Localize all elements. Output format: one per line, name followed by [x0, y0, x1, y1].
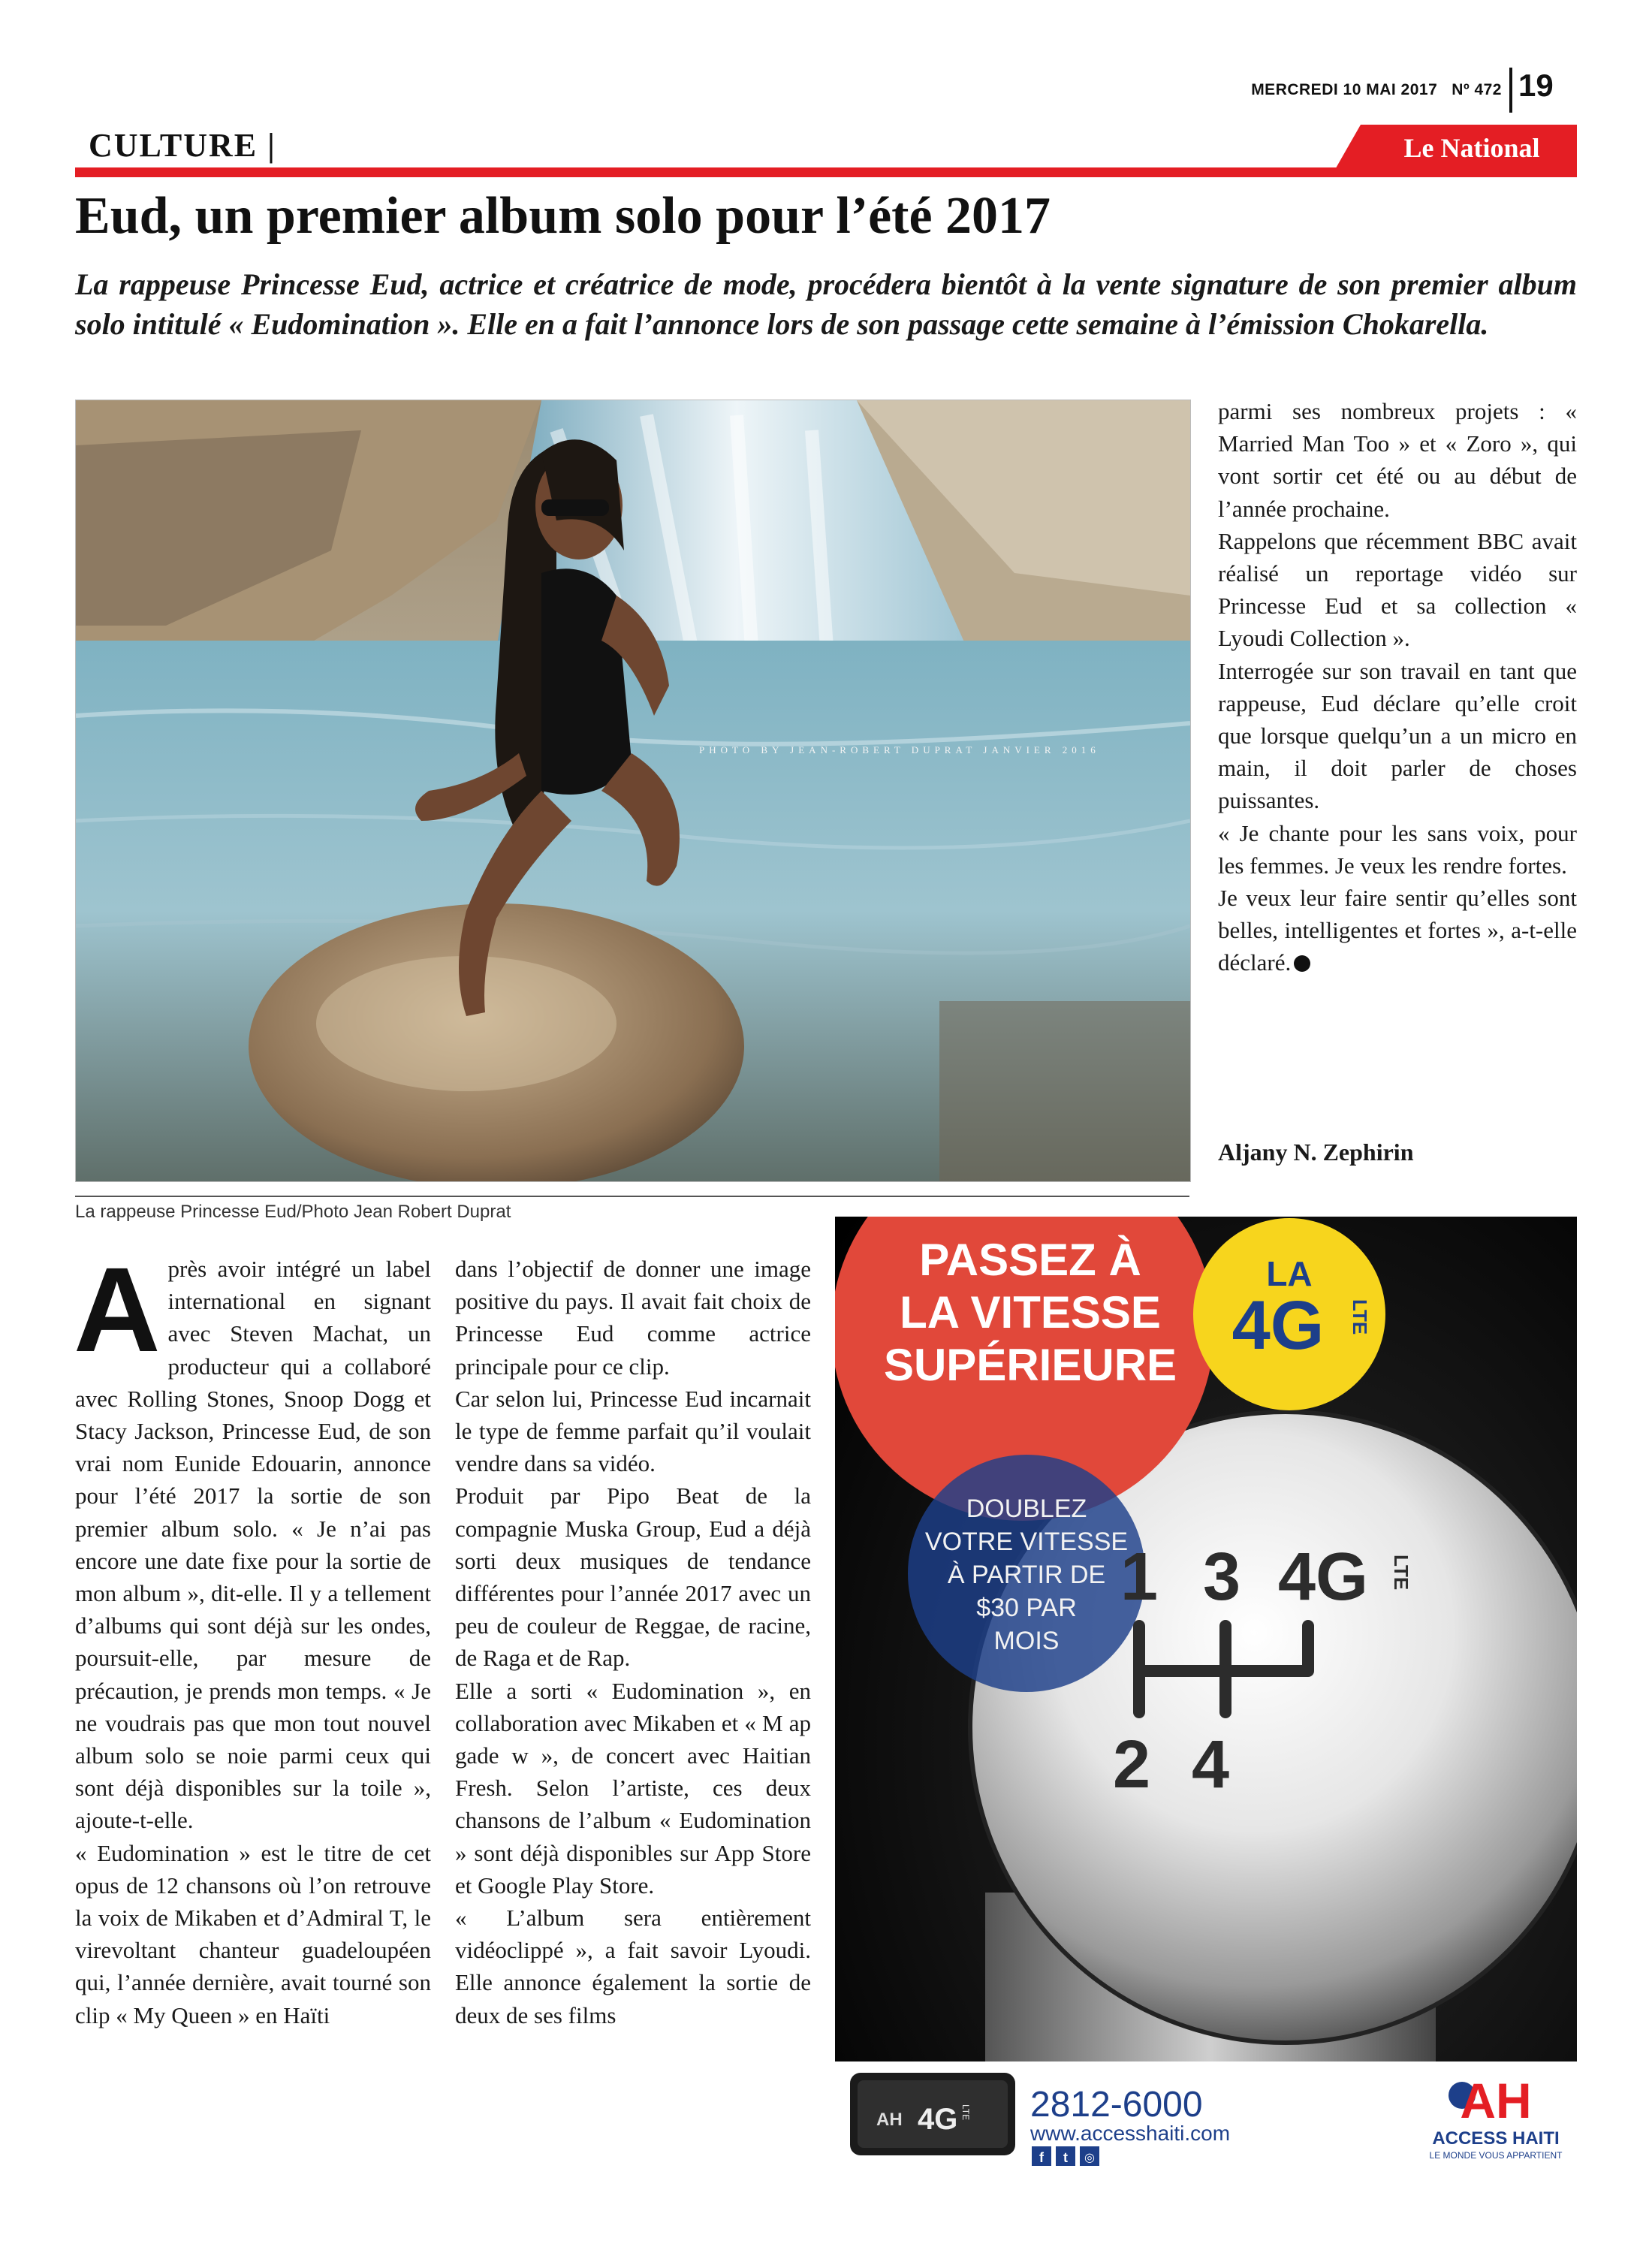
twitter-icon-glyph: t: [1063, 2150, 1068, 2165]
paragraph: Produit par Pipo Beat de la compagnie Muska Group, Eud a déjà sorti deux musiques de tendance différentes pour l’année 2017 avec un peu de couleur de Reggae, de racine, de Raga et de Rap.: [455, 1482, 811, 1672]
paragraph: « Eudomination » est le titre de cet opus de 12 chansons où l’on retrouve la voix de Mikaben et d’Admiral T, le virevoltant chanteur guadeloupéen qui, l’année dernière, avait tourné son clip « My Queen » en Haïti: [75, 1839, 431, 2028]
paragraph: Car selon lui, Princesse Eud incarnait le type de femme parfait qu’il voulait vendre dans sa vidéo.: [455, 1385, 811, 1477]
article-headline: Eud, un premier album solo pour l’été 2017: [75, 187, 1051, 245]
ad-artwork: [835, 1217, 1577, 2170]
page-number: 19: [1518, 68, 1554, 103]
access-haiti-logo-name: ACCESS HAITI: [1432, 2128, 1560, 2149]
issue-date: MERCREDI 10 MAI 2017 Nº 472: [1251, 81, 1502, 98]
author-byline: Aljany N. Zephirin: [1218, 1139, 1414, 1166]
advertisement[interactable]: [835, 1217, 1577, 2170]
paragraph: Interrogée sur son travail en tant que rappeuse, Eud déclare qu’elle croit que lorsque quelqu’un a un micro en main, il doit parler de choses puissantes.: [1218, 657, 1577, 814]
offer-line4: $30 PAR: [976, 1594, 1077, 1622]
paragraph: [74, 1242, 431, 1837]
article-column-1: [74, 1242, 431, 2031]
paragraph: Elle a sorti « Eudomination », en collaboration avec Mikaben et « M ap gade w », de concert avec Haitian Fresh. Selon l’artiste, ces deux chansons de l’album « Eudomination » sont déjà disponibles sur App Store et Google Play Store.: [455, 1677, 811, 1899]
ad-phone[interactable]: 2812-6000: [1030, 2085, 1203, 2125]
badge-4g-text: 4G: [1231, 1287, 1325, 1364]
photo-illustration: [76, 400, 1190, 1181]
ad-headline-line2: LA VITESSE: [900, 1287, 1161, 1338]
paragraph: Je veux leur faire sentir qu’elles sont belles, intelligentes et fortes », a-t-elle déclaré.: [1218, 885, 1577, 976]
device-brand: AH: [876, 2110, 903, 2130]
paragraph: Rappelons que récemment BBC avait réalisé un reportage vidéo sur Princesse Eud et sa collection « Lyoudi Collection ».: [1218, 527, 1577, 652]
caption-rule: [75, 1196, 1189, 1197]
photo-watermark: PHOTO BY JEAN-ROBERT DUPRAT JANVIER 2016: [699, 744, 1100, 756]
offer-line1: DOUBLEZ: [966, 1494, 1087, 1523]
gear-4-label: 4: [1192, 1727, 1230, 1802]
gear-3-label: 3: [1203, 1540, 1241, 1615]
article-lede: La rappeuse Princesse Eud, actrice et créatrice de mode, procédera bientôt à la vente signature de son premier album solo intitulé « Eudomination ». Elle en a fait l’annonce lors de son passage cette semaine à l’émission Chokarella.: [75, 267, 1577, 341]
device-lte: LTE: [960, 2104, 971, 2121]
offer-line5: MOIS: [993, 1627, 1060, 1655]
ad-website[interactable]: www.accesshaiti.com: [1030, 2122, 1231, 2145]
gear-4g-label: 4G: [1278, 1540, 1369, 1615]
instagram-icon-glyph: ◎: [1084, 2150, 1095, 2164]
drop-cap: A: [74, 1242, 161, 1377]
paragraph: « L’album sera entièrement vidéoclippé », a fait savoir Lyoudi. Elle annonce également la sortie de deux de ses films: [455, 1905, 811, 2028]
paragraph: parmi ses nombreux projets : « Married Man Too » et « Zoro », qui vont sortir cet été ou au début de l’année prochaine.: [1218, 398, 1577, 522]
end-mark-icon: [1294, 955, 1310, 972]
header-divider: [1509, 68, 1512, 113]
device-4g: 4G: [918, 2103, 958, 2136]
gear-2-label: 2: [1113, 1727, 1151, 1802]
article-column-right: [1218, 395, 1577, 979]
badge-la-text: LA: [1266, 1254, 1313, 1293]
publication-name: Le National: [1403, 133, 1540, 163]
ad-headline-line3: SUPÉRIEURE: [883, 1340, 1177, 1390]
paragraph: « Je chante pour les sans voix, pour les femmes. Je veux les rendre fortes.: [1218, 819, 1577, 879]
facebook-icon-glyph: f: [1039, 2150, 1044, 2165]
access-haiti-logo-mark: AH: [1460, 2073, 1532, 2128]
photo-caption: La rappeuse Princesse Eud/Photo Jean Robert Duprat: [75, 1202, 511, 1222]
gear-lte-label: LTE: [1390, 1555, 1412, 1591]
paragraph: dans l’objectif de donner une image positive du pays. Il avait fait choix de Princesse Eud comme actrice principale pour ce clip.: [455, 1256, 811, 1380]
ad-headline-line1: PASSEZ À: [919, 1235, 1141, 1285]
section-label: CULTURE |: [89, 127, 276, 164]
gear-1-label: 1: [1120, 1540, 1159, 1615]
paragraph-final: [1218, 882, 1577, 979]
paragraph-text: près avoir intégré un label international en signant avec Steven Machat, un producteur qui a collaboré avec Rolling Stones, Snoop Dogg et Stacy Jackson, Princesse Eud, de son vrai nom Eunide Edouarin, annonce pour l’été 2017 la sortie de son premier album solo. « Je n’ai pas encore une date fixe pour la sortie de mon album », dit-elle. Il y a tellement d’albums qui sont déjà sur les ondes, poursuit-elle, par mesure de précaution, je prends mon temps. « Je ne voudrais pas que mon tout nouvel album solo se noie parmi ceux qui sont déjà disponibles sur la toile », ajoute-t-elle.: [75, 1256, 431, 1834]
badge-lte-text: LTE: [1349, 1299, 1371, 1335]
article-column-2: [455, 1253, 811, 2031]
article-photo: [75, 400, 1191, 1182]
access-haiti-tagline: LE MONDE VOUS APPARTIENT: [1429, 2150, 1563, 2161]
issue-number: Nº 472: [1452, 81, 1502, 98]
offer-line2: VOTRE VITESSE: [924, 1528, 1129, 1556]
offer-line3: À PARTIR DE: [947, 1561, 1106, 1589]
